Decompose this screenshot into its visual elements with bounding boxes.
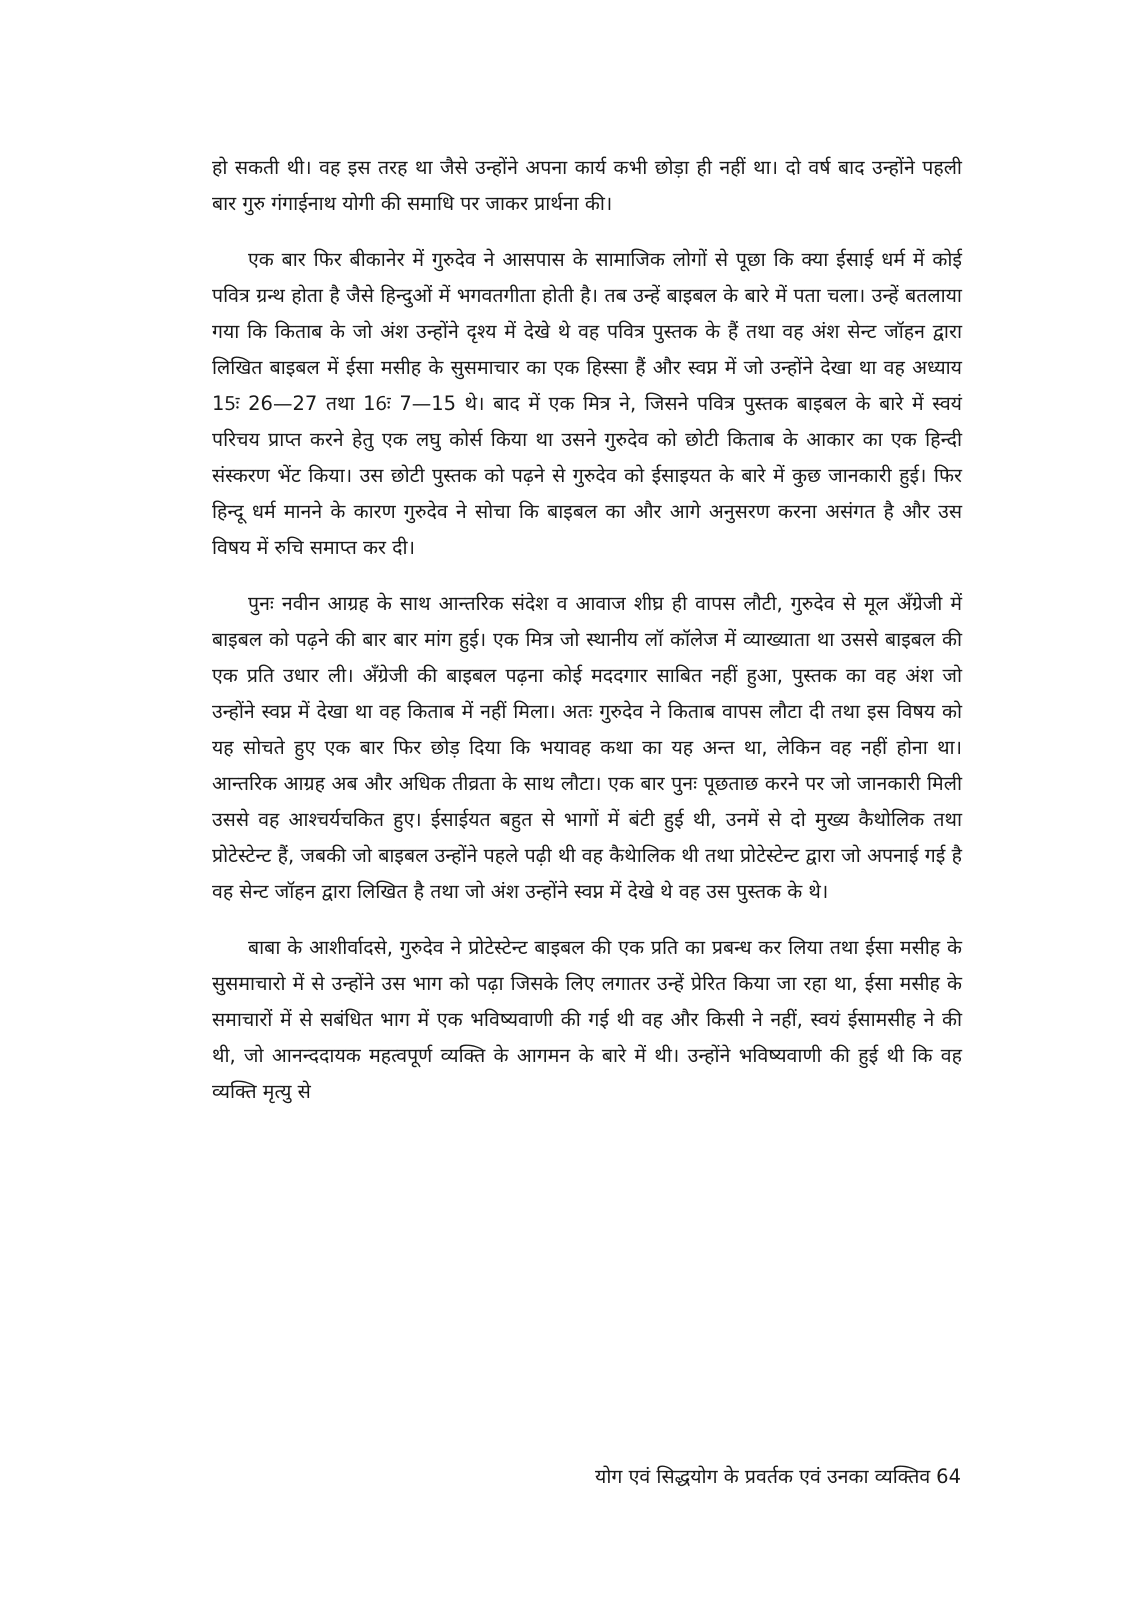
paragraph-bikaner-bible: एक बार फिर बीकानेर में गुरुदेव ने आसपास के सामाजिक लोगों से पूछा कि क्या ईसाई धर्म में कोई पवित्र ग्रन्थ होता है जैसे हिन्दुओं में भगवतगीता होती है। तब उन्हें बाइबल के बारे में पता चला। उन्हें बतलाया गया कि किताब के जो अंश उन्होंने दृश्य में देखे थे वह पवित्र पुस्तक के हैं तथा वह अंश सेन्ट जॉहन द्वारा लिखित बाइबल में ईसा मसीह के सुसमाचार का एक हिस्सा हैं और स्वप्न में जो उन्होंने देखा था वह अध्याय 15ः 26—27 तथा 16ः 7—15 थे। बाद में एक मित्र ने, जिसने पवित्र पुस्तक बाइबल के बारे में स्वयं परिचय प्राप्त करने हेतु एक लघु कोर्स किया था उसने गुरुदेव को छोटी किताब के आकार का एक हिन्दी संस्करण भेंट किया। उस छोटी पुस्तक को पढ़ने से गुरुदेव को ईसाइयत के बारे में कुछ जानकारी हुई। फिर हिन्दू धर्म मानने के कारण गुरुदेव ने सोचा कि बाइबल का और आगे अनुसरण करना असंगत है और उस विषय में रुचि समाप्त कर दी। [212, 248, 962, 559]
body-text [212, 150, 962, 1110]
page-number: 64 [936, 1465, 961, 1488]
paragraph-english-bible: पुनः नवीन आग्रह के साथ आन्तरिक संदेश व आवाज शीघ्र ही वापस लौटी, गुरुदेव से मूल अँग्रेजी में बाइबल को पढ़ने की बार बार मांग हुई। एक मित्र जो स्थानीय लॉ कॉलेज में व्याख्याता था उससे बाइबल की एक प्रति उधार ली। अँग्रेजी की बाइबल पढ़ना कोई मददगार साबित नहीं हुआ, पुस्तक का वह अंश जो उन्होंने स्वप्न में देखा था वह किताब में नहीं मिला। अतः गुरुदेव ने किताब वापस लौटा दी तथा इस विषय को यह सोचते हुए एक बार फिर छोड़ दिया कि भयावह कथा का यह अन्त था, लेकिन वह नहीं होना था। आन्तरिक आग्रह अब और अधिक तीव्रता के साथ लौटा। एक बार पुनः पूछताछ करने पर जो जानकारी मिली उससे वह आश्चर्यचकित हुए। ईसाईयत बहुत से भागों में बंटी हुई थी, उनमें से दो मुख्य कैथोलिक तथा प्रोटेस्टेन्ट हैं, जबकी जो बाइबल उन्होंने पहले पढ़ी थी वह कैथेालिक थी तथा प्रोटेस्टेन्ट द्वारा जो अपनाई गई है वह सेन्ट जॉहन द्वारा लिखित है तथा जो अंश उन्होंने स्वप्न में देखे थे वह उस पुस्तक के थे। [212, 592, 962, 903]
paragraph-continuation: हो सकती थी। वह इस तरह था जैसे उन्होंने अपना कार्य कभी छोड़ा ही नहीं था। दो वर्ष बाद उन्होंने पहली बार गुरु गंगाईनाथ योगी की समाधि पर जाकर प्रार्थना की। [212, 156, 962, 215]
paragraph-protestant-bible: बाबा के आशीर्वादसे, गुरुदेव ने प्रोटेस्टेन्ट बाइबल की एक प्रति का प्रबन्ध कर लिया तथा ईसा मसीह के सुसमाचारो में से उन्होंने उस भाग को पढ़ा जिसके लिए लगातर उन्हें प्रेरित किया जा रहा था, ईसा मसीह के समाचारों में से सबंधित भाग में एक भविष्यवाणी की गई थी वह और किसी ने नहीं, स्वयं ईसामसीह ने की थी, जो आनन्ददायक महत्वपूर्ण व्यक्ति के आगमन के बारे में थी। उन्होंने भविष्यवाणी की हुई थी कि वह व्यक्ति मृत्यु से [212, 936, 962, 1103]
footer-book-title: योग एवं सिद्धयोग के प्रवर्तक एवं उनका व्यक्तिव [595, 1465, 931, 1488]
page-footer [595, 1462, 961, 1492]
